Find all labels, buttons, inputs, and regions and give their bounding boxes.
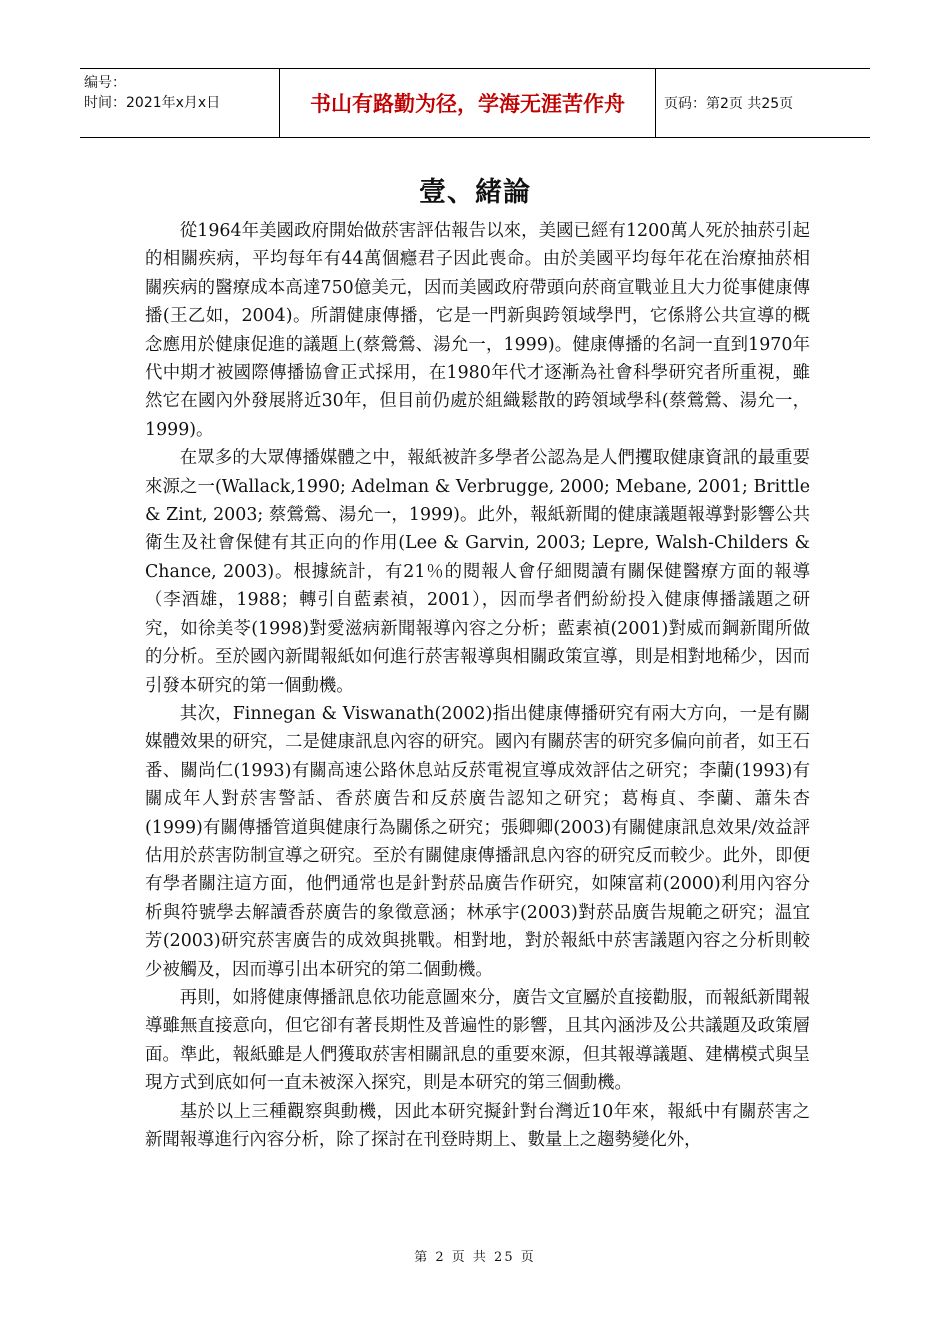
page-header bbox=[80, 68, 870, 138]
paragraph-1: 從1964年美國政府開始做菸害評估報告以來，美國已經有1200萬人死於抽菸引起的相關疾病，平均每年有44萬個癮君子因此喪命。由於美國平均每年花在治療抽菸相關疾病的醫療成本高達750億美元，因而美國政府帶頭向菸商宣戰並且大力從事健康傳播(王乙如，2004)。所謂健康傳播，它是一門新與跨領域學門，它係將公共宣導的概念應用於健康促進的議題上(蔡鶯鶯、湯允一，1999)。健康傳播的名詞一直到1970年代中期才被國際傳播協會正式採用，在1980年代才逐漸為社會科學研究者所重視，雖然它在國內外發展將近30年，但目前仍處於組織鬆散的跨領域學科(蔡鶯鶯、湯允一，1999)。 bbox=[145, 221, 810, 440]
document-body bbox=[145, 217, 810, 1154]
header-motto: 书山有路勤为径，学海无涯苦作舟 bbox=[280, 69, 656, 137]
paragraph-5: 基於以上三種觀察與動機，因此本研究擬針對台灣近10年來，報紙中有關菸害之新聞報導進行內容分析，除了探討在刊登時期上、數量上之趨勢變化外， bbox=[145, 1101, 810, 1150]
page-footer: 第 2 页 共 25 页 bbox=[414, 1250, 536, 1265]
header-page-label: 页码：第2页 共25页 bbox=[664, 96, 794, 112]
header-number-label: 编号： bbox=[84, 75, 126, 91]
header-info-cell bbox=[80, 69, 280, 137]
paragraph-2: 在眾多的大眾傳播媒體之中，報紙被許多學者公認為是人們攫取健康資訊的最重要來源之一(Wallack,1990; Adelman & Verbrugge, 2000; Mebane, 2001; Brittle & Zint, 2003; 蔡鶯鶯、湯允一，1999)。此外，報紙新聞的健康議題報導對影響公共衛生及社會保健有其正向的作用(Lee & Garvin, 2003; Lepre, Walsh-Childers & Chance, 2003)。根據統計，有21％的閱報人會仔細閱讀有關保健醫療方面的報導（李酒雄，1988；轉引自藍素禎，2001），因而學者們紛紛投入健康傳播議題之研究，如徐美苓(1998)對愛滋病新聞報導內容之分析；藍素禎(2001)對威而鋼新聞所做的分析。至於國內新聞報紙如何進行菸害報導與相關政策宣導，則是相對地稀少，因而引發本研究的第一個動機。 bbox=[145, 448, 810, 696]
paragraph-4: 再則，如將健康傳播訊息依功能意圖來分，廣告文宣屬於直接勸服，而報紙新聞報導雖無直接意向，但它卻有著長期性及普遍性的影響，且其內涵涉及公共議題及政策層面。準此，報紙雖是人們獲取菸害相關訊息的重要來源，但其報導議題、建構模式與呈現方式到底如何一直未被深入探究，則是本研究的第三個動機。 bbox=[145, 987, 810, 1094]
header-time-label: 时间：2021年x月x日 bbox=[84, 95, 221, 111]
paragraph-3: 其次，Finnegan & Viswanath(2002)指出健康傳播研究有兩大方向，一是有關媒體效果的研究，二是健康訊息內容的研究。國內有關菸害的研究多偏向前者，如王石番、關尚仁(1993)有關高速公路休息站反菸電視宣導成效評估之研究；李蘭(1993)有關成年人對菸害警話、香菸廣告和反菸廣告認知之研究；葛梅貞、李蘭、蕭朱杏(1999)有關傳播管道與健康行為關係之研究；張卿卿(2003)有關健康訊息效果/效益評估用於菸害防制宣導之研究。至於有關健康傳播訊息內容的研究反而較少。此外，即便有學者關注這方面，他們通常也是針對菸品廣告作研究，如陳富莉(2000)利用內容分析與符號學去解讀香菸廣告的象徵意涵；林承宇(2003)對菸品廣告規範之研究；温宜芳(2003)研究菸害廣告的成效與挑戰。相對地，對於報紙中菸害議題內容之分析則較少被觸及，因而導引出本研究的第二個動機。 bbox=[145, 703, 810, 980]
section-title: 壹、緒論 bbox=[419, 177, 531, 208]
